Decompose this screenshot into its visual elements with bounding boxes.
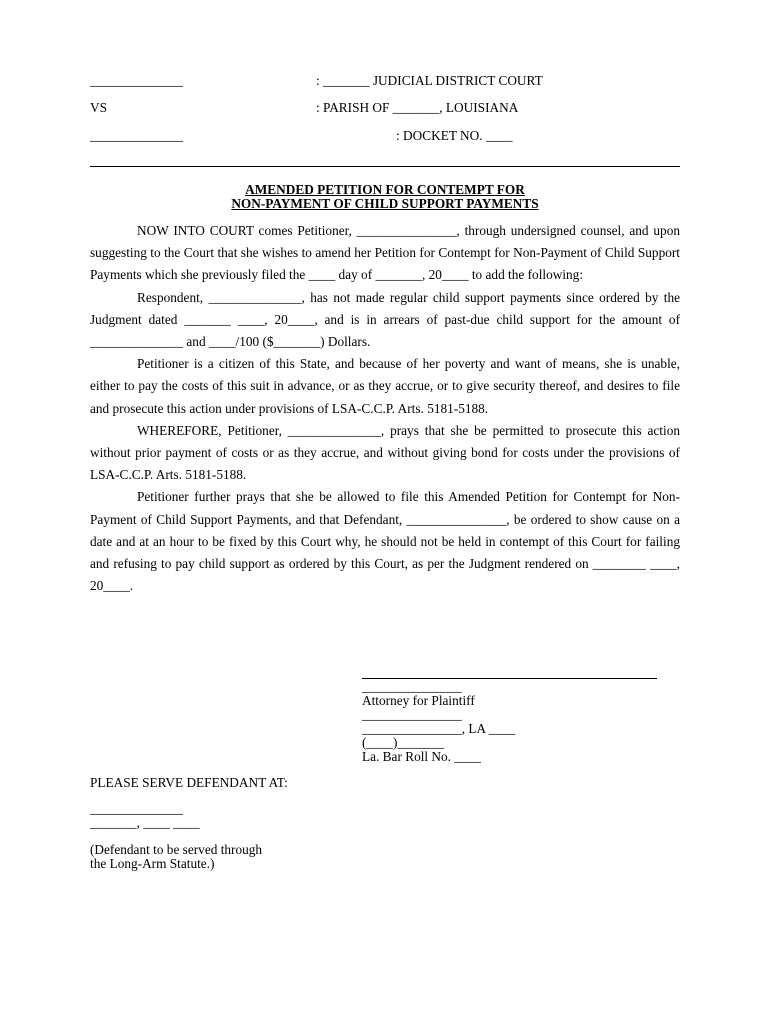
attorney-name-blank: _______________ (362, 679, 462, 694)
service-note-line-2: the Long-Arm Statute.) (90, 856, 215, 871)
court-name-line: : _______ JUDICIAL DISTRICT COURT (316, 73, 543, 88)
paragraph-respondent: Respondent, ______________, has not made regular child support payments since ordered by the Judgment dated _______ ____, 20____, and is in arrears of past-due child support for the amount of ______________ and ____/100 ($_______) Dollars. (90, 289, 680, 350)
attorney-phone-line: (____)_______ (362, 735, 444, 750)
bar-roll-number: La. Bar Roll No. ____ (362, 749, 481, 764)
signature-block (362, 680, 515, 764)
plaintiff-name-blank: ______________ (90, 73, 184, 88)
paragraph-pauper-status: Petitioner is a citizen of this State, and because of her poverty and want of means, she is unable, either to pay the costs of this suit in advance, or as they accrue, or to give security thereof, and desires to file and prosecute this action under provisions of LSA-C.C.P. Arts. 5181-5188. (90, 356, 680, 416)
service-note-line-1: (Defendant to be served through (90, 842, 263, 857)
service-address-block (90, 802, 200, 830)
document-title-line-2: NON-PAYMENT OF CHILD SUPPORT PAYMENTS (231, 196, 539, 211)
attorney-city-line: _______________, LA ____ (362, 721, 516, 736)
service-address-blank: ______________ (90, 801, 184, 816)
service-heading: PLEASE SERVE DEFENDANT AT: (90, 775, 288, 790)
attorney-address-blank: _______________ (362, 707, 462, 722)
paragraph-further-prays: Petitioner further prays that she be allowed to file this Amended Petition for Contempt for Non-Payment of Child Support Payments, and that Defendant, _______________, be ordered to show cause on a date and at an hour to be fixed by this Court why, he should not be held in contempt of this Court for failing and refusing to pay child support as ordered by this Court, as per the Judgment rendered on ________ ____, 20____. (90, 489, 680, 594)
versus-label: VS (90, 100, 107, 115)
service-note (90, 843, 262, 871)
parish-line: : PARISH OF _______, LOUISIANA (316, 100, 519, 115)
caption-divider (90, 166, 680, 167)
petition-body (90, 220, 680, 597)
service-city-line: _______, ____ ____ (90, 815, 200, 830)
docket-number-line: : DOCKET NO. ____ (396, 128, 513, 143)
attorney-role: Attorney for Plaintiff (362, 693, 475, 708)
paragraph-wherefore: WHEREFORE, Petitioner, ______________, prays that she be permitted to prosecute this action without prior payment of costs or as they accrue, and without giving bond for costs under the provisions of LSA-C.C.P. Arts. 5181-5188. (90, 422, 680, 483)
defendant-name-blank: ______________ (90, 128, 184, 143)
document-title-line-1: AMENDED PETITION FOR CONTEMPT FOR (245, 182, 525, 197)
paragraph-intro: NOW INTO COURT comes Petitioner, _______________, through undersigned counsel, and upon suggesting to the Court that she wishes to amend her Petition for Contempt for Non-Payment of Child Support Payments which she previously filed the ____ day of _______, 20____ to add the following: (90, 223, 680, 283)
